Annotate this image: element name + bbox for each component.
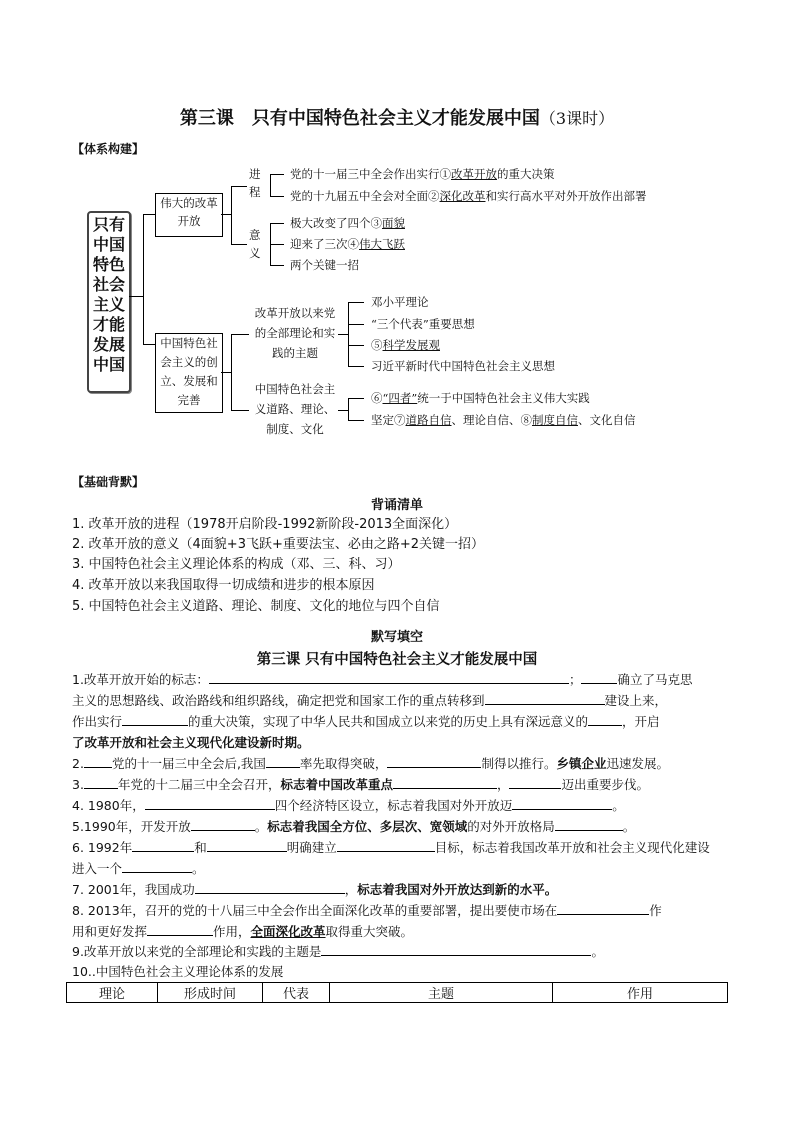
table-header-cell: 理论: [67, 983, 158, 1003]
branch-reform: [155, 193, 223, 237]
connector: [231, 186, 247, 187]
q6-text-f: 。: [192, 861, 205, 876]
table-header-cell: 作用: [553, 983, 728, 1003]
blank[interactable]: [393, 774, 497, 789]
q1-text-e: 建设上来，: [604, 693, 668, 708]
sub1-item-2: “三个代表”重要思想: [371, 317, 475, 331]
recite-item-3: 3. 中国特色社会主义理论体系的构成（邓、三、科、习）: [72, 557, 401, 572]
q1-text-c: 确立了马克思: [617, 672, 693, 687]
connector: [231, 244, 247, 245]
branch-reform-label: 伟大的改革开放: [160, 196, 218, 228]
q3-text-e: 迈出重要步伐。: [561, 777, 649, 792]
sub2-item-2: 坚定⑦道路自信、理论自信、⑧制度自信、文化自信: [371, 413, 636, 427]
jincheng-item-1: 党的十一届三中全会作出实行①改革开放的重大决策: [290, 167, 555, 181]
connector: [143, 214, 144, 344]
connector: [129, 296, 143, 297]
connector: [348, 302, 364, 303]
q4-text-b: 四个经济特区设立，标志着我国对外开放迈: [274, 798, 513, 813]
q8-text-e: 全面深化改革: [250, 924, 326, 939]
table-header-cell: 形成时间: [158, 983, 263, 1003]
recite-heading: 背诵清单: [370, 498, 423, 513]
question-1: [72, 669, 732, 753]
question-7: [72, 879, 732, 900]
question-5: [72, 816, 732, 837]
q5-text-e: 。: [622, 819, 636, 834]
table-header-cell: 代表: [263, 983, 330, 1003]
connector: [348, 345, 364, 346]
sub1-label: 改革开放以来党的全部理论和实践的主题: [254, 306, 336, 360]
q5-text-d: 的对外开放格局: [467, 819, 555, 834]
connector: [348, 324, 364, 325]
blank[interactable]: [207, 837, 287, 852]
q1-text-i: 了改革开放和社会主义现代化建设新时期。: [72, 735, 310, 750]
q3-text-d: ，: [496, 777, 510, 792]
q8-text-c: 用和更好发挥: [72, 924, 148, 939]
fill-heading: 默写填空: [370, 630, 423, 645]
q3-text-b: 年党的十二届三中全会召开，: [117, 777, 281, 792]
blank[interactable]: [485, 690, 605, 705]
label-jincheng: 进程: [249, 167, 261, 199]
connector: [270, 265, 284, 266]
recite-item-4: 4. 改革开放以来我国取得一切成绩和进步的根本原因: [72, 578, 375, 593]
question-2: [72, 753, 732, 774]
connector: [270, 174, 271, 196]
blank[interactable]: [122, 711, 188, 726]
question-8: [72, 900, 732, 942]
blank[interactable]: [588, 711, 622, 726]
yiyi-item-1: 极大改变了四个③面貌: [290, 216, 405, 230]
connector: [231, 410, 249, 411]
blank[interactable]: [555, 816, 623, 831]
q5-text-b: 。: [254, 819, 268, 834]
q5-text-c: 标志着我国全方位、多层次、宽领域: [267, 819, 468, 834]
connector: [348, 398, 349, 420]
blank[interactable]: [512, 795, 612, 810]
blank[interactable]: [509, 774, 561, 789]
q2-text-d: 制得以推行。: [481, 756, 557, 771]
blank[interactable]: [84, 774, 118, 789]
q1-text-d: 主义的思想路线、政治路线和组织路线，确定把党和国家工作的重点转移到: [72, 693, 485, 708]
connector: [231, 334, 249, 335]
section-framework: 【体系构建】: [72, 142, 145, 156]
connector: [348, 398, 364, 399]
q9-text-b: 。: [591, 944, 604, 959]
connector: [270, 244, 284, 245]
q7-text-b: ，: [344, 882, 358, 897]
blank[interactable]: [337, 837, 435, 852]
title-main: 第三课 只有中国特色社会主义才能发展中国: [179, 108, 540, 129]
q1-text-h: ，开启: [622, 714, 660, 729]
q3-text-c: 标志着中国改革重点: [280, 777, 393, 792]
blank[interactable]: [387, 753, 481, 768]
q1-text-f: 作出实行: [72, 714, 123, 729]
table-header-cell: 主题: [330, 983, 553, 1003]
blank[interactable]: [209, 669, 569, 684]
blank[interactable]: [266, 753, 300, 768]
q1-text-g: 的重大决策，实现了中华人民共和国成立以来党的历史上具有深远意义的: [188, 714, 589, 729]
connector: [270, 223, 284, 224]
q6-text-c: 明确建立: [286, 840, 337, 855]
q10-text-a: 10..中国特色社会主义理论体系的发展: [72, 964, 284, 979]
blank[interactable]: [321, 941, 591, 956]
question-6: [72, 837, 732, 879]
blank[interactable]: [84, 753, 112, 768]
fill-subheading: 第三课 只有中国特色社会主义才能发展中国: [256, 652, 538, 668]
page-title: [0, 104, 794, 130]
q2-text-b: 党的十一届三中全会后,我国: [111, 756, 266, 771]
q1-text-b: ；: [568, 672, 582, 687]
q2-text-f: 迅速发展。: [606, 756, 669, 771]
connector: [231, 186, 232, 244]
mindmap-root-label: 只有中国特色社会主义才能发展中国: [92, 215, 125, 374]
blank[interactable]: [581, 669, 617, 684]
connector: [221, 372, 231, 373]
q2-text-e: 乡镇企业: [556, 756, 607, 771]
connector: [231, 334, 232, 410]
q2-text-a: 2.: [72, 756, 84, 771]
blank[interactable]: [191, 816, 255, 831]
q1-text-a: 1.改革开放开始的标志：: [72, 672, 209, 687]
recite-item-1: 1. 改革开放的进程（1978开启阶段-1992新阶段-2013全面深化）: [72, 517, 458, 532]
q6-text-d: 目标，标志着我国改革开放和社会主义现代化建设: [434, 840, 710, 855]
jincheng-item-2: 党的十九届五中全会对全面②深化改革和实行高水平对外开放作出部署: [290, 189, 647, 203]
sub2-label: 中国特色社会主义道路、理论、制度、文化: [254, 382, 336, 436]
yiyi-item-3: 两个关键一招: [290, 258, 359, 272]
blank[interactable]: [145, 795, 275, 810]
blank[interactable]: [195, 879, 345, 894]
blank[interactable]: [557, 900, 649, 915]
theory-table: [66, 982, 728, 1003]
connector: [348, 366, 364, 367]
q4-text-c: 。: [612, 798, 625, 813]
q9-text-a: 9.改革开放以来党的全部理论和实践的主题是: [72, 944, 322, 959]
connector: [221, 214, 231, 215]
q5-text-a: 5.1990年，开发开放: [72, 819, 191, 834]
connector: [348, 302, 349, 366]
connector: [143, 214, 155, 215]
blank[interactable]: [147, 921, 213, 936]
connector: [270, 174, 284, 175]
connector: [338, 410, 348, 411]
sub1-item-4: 习近平新时代中国特色社会主义思想: [371, 359, 555, 373]
branch-socialism: [155, 333, 223, 413]
question-4: [72, 795, 732, 816]
question-10: [72, 961, 732, 982]
recite-item-5: 5. 中国特色社会主义道路、理论、制度、文化的地位与四个自信: [72, 599, 440, 614]
section-basics: 【基础背默】: [72, 475, 145, 489]
q7-text-a: 7. 2001年，我国成功: [72, 882, 195, 897]
blank[interactable]: [122, 858, 192, 873]
q2-text-c: 率先取得突破，: [299, 756, 388, 771]
q8-text-f: 取得重大突破。: [325, 924, 414, 939]
q7-text-c: 标志着我国对外开放达到新的水平。: [357, 882, 558, 897]
q4-text-a: 4. 1980年，: [72, 798, 145, 813]
q6-text-e: 进入一个: [72, 861, 123, 876]
sub2-item-1: ⑥“四者”统一于中国特色社会主义伟大实践: [371, 391, 590, 405]
q8-text-d: 作用，: [213, 924, 251, 939]
mindmap-root: [87, 211, 131, 393]
branch-socialism-label: 中国特色社会主义的创立、发展和完善: [160, 336, 218, 407]
connector: [338, 334, 348, 335]
q8-text-a: 8. 2013年，召开的党的十八届三中全会作出全面深化改革的重要部署，提出要使市场在: [72, 903, 558, 918]
recite-item-2: 2. 改革开放的意义（4面貌+3飞跃+重要法宝、必由之路+2关键一招）: [72, 537, 485, 552]
q6-text-b: 和: [194, 840, 207, 855]
table-header-row: [67, 983, 728, 1003]
connector: [143, 344, 155, 345]
connector: [270, 196, 284, 197]
q6-text-a: 6. 1992年: [72, 840, 133, 855]
question-3: [72, 774, 732, 795]
connector: [348, 420, 364, 421]
title-sub: （3课时）: [539, 109, 615, 128]
q8-text-b: 作: [649, 903, 662, 918]
sub1-item-1: 邓小平理论: [371, 295, 429, 309]
yiyi-item-2: 迎来了三次④伟大飞跃: [290, 237, 405, 251]
question-9: [72, 941, 732, 962]
q3-text-a: 3.: [72, 777, 84, 792]
blank[interactable]: [132, 837, 194, 852]
sub1-item-3: ⑤科学发展观: [371, 338, 440, 352]
label-yiyi: 意义: [249, 228, 261, 260]
